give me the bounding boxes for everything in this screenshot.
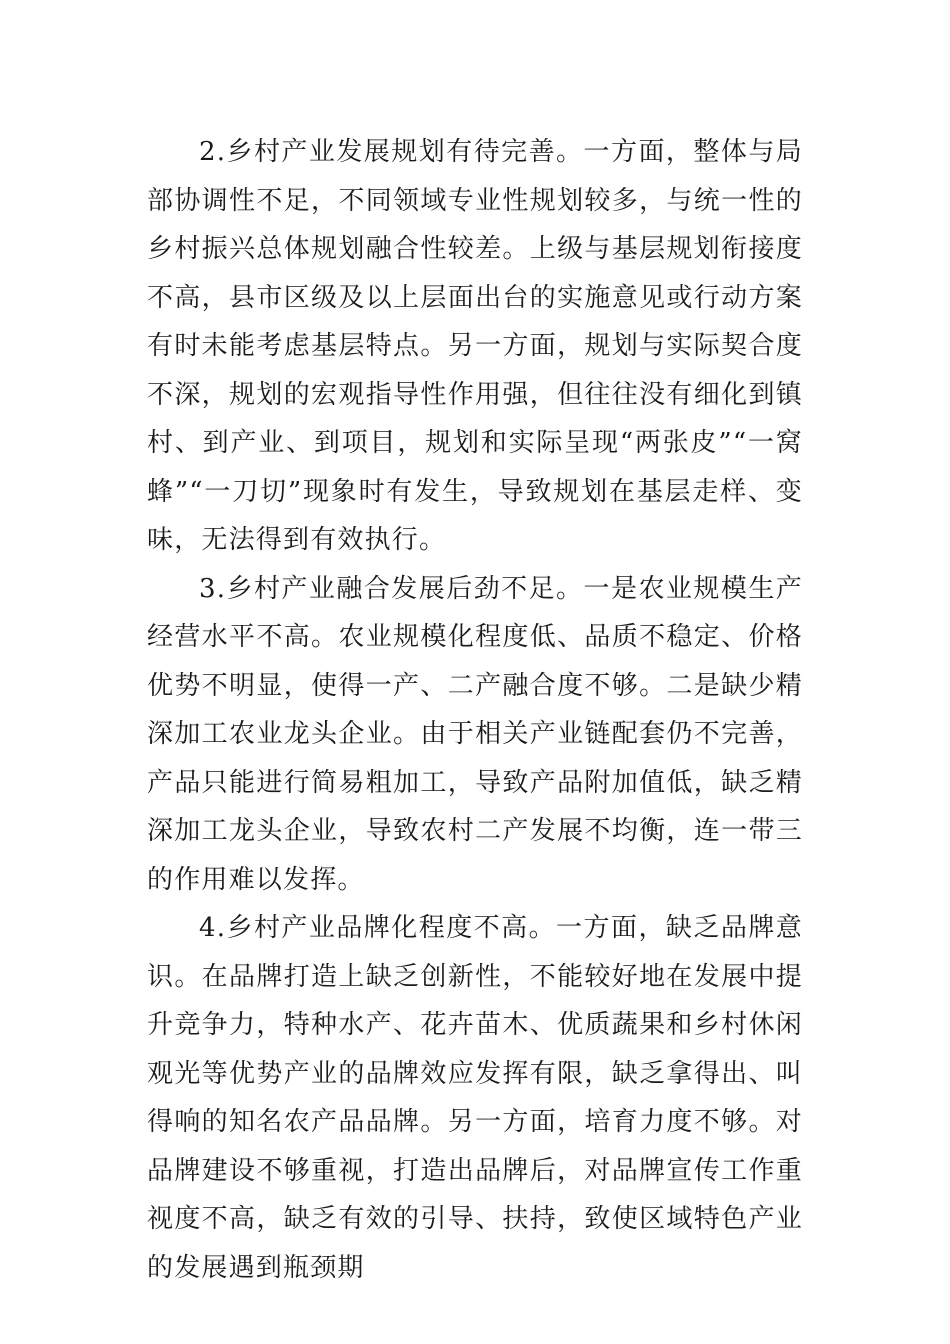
document-body xyxy=(147,128,803,1292)
paragraph-branding: 4.乡村产业品牌化程度不高。一方面，缺乏品牌意识。在品牌打造上缺乏创新性，不能较好地在发展中提升竞争力，特种水产、花卉苗木、优质蔬果和乡村休闲观光等优势产业的品牌效应发挥有限，缺乏拿得出、叫得响的知名农产品品牌。另一方面，培育力度不够。对品牌建设不够重视，打造出品牌后，对品牌宣传工作重视度不高，缺乏有效的引导、扶持，致使区域特色产业的发展遇到瓶颈期 xyxy=(147,913,803,1283)
paragraph-integration: 3.乡村产业融合发展后劲不足。一是农业规模生产经营水平不高。农业规模化程度低、品质不稳定、价格优势不明显，使得一产、二产融合度不够。二是缺少精深加工农业龙头企业。由于相关产业链配套仍不完善，产品只能进行简易粗加工，导致产品附加值低，缺乏精深加工龙头企业，导致农村二产发展不均衡，连一带三的作用难以发挥。 xyxy=(147,573,803,895)
paragraph-planning: 2.乡村产业发展规划有待完善。一方面，整体与局部协调性不足，不同领域专业性规划较多，与统一性的乡村振兴总体规划融合性较差。上级与基层规划衔接度不高，县市区级及以上层面出台的实施意见或行动方案有时未能考虑基层特点。另一方面，规划与实际契合度不深，规划的宏观指导性作用强，但往往没有细化到镇村、到产业、到项目，规划和实际呈现“两张皮”“一窝蜂”“一刀切”现象时有发生，导致规划在基层走样、变味，无法得到有效执行。 xyxy=(147,137,803,555)
